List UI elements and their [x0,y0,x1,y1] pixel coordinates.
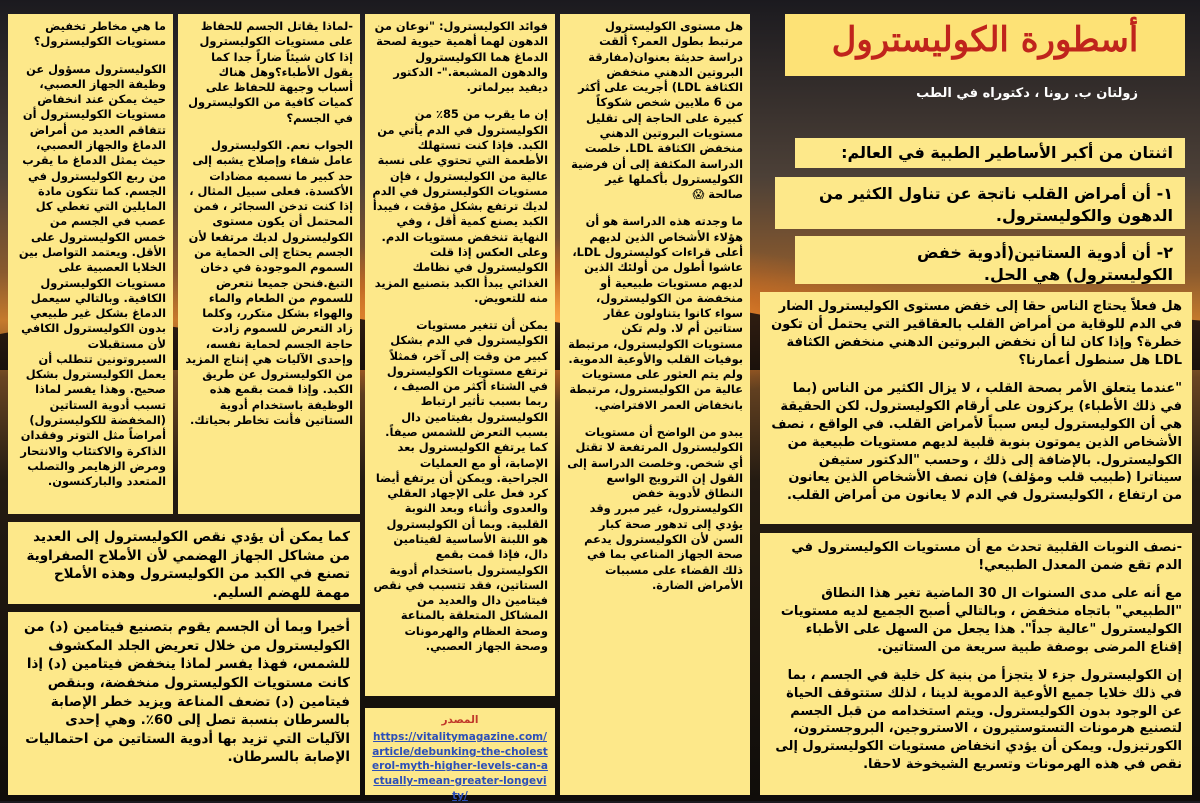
normal-range-heading: -نصف النوبات القلبية تحدث مع أن مستويات الكوليسترول في الدم تقع ضمن المعدل الطبيعي! [791,540,1182,573]
cell-structure-text: إن الكوليسترول جزء لا يتجزأ من بنية كل خلية في الجسم ، بما في ذلك خلايا جميع الأوعية الدموية لدينا ، لذلك ستتوقف الحياة عن الوجود بدون الكوليسترول. ويتم استخدامه من قبل الجسم لتصنيع هرمونات التستوستيرون ، الاستروجين، البروجسترون، الكورتيزول. ويمكن أن يؤدي انخفاض مستويات الكوليسترول إلى نقص في هذه الهرمونات وتسريع الشيخوخة لاحقا. [775,667,1182,773]
risks-answer: الكوليسترول مسؤول عن وظيفة الجهاز العصبي، حيث يمكن عند انخفاض مستويات الكوليسترول أن تتفاقم العديد من أمراض الدماغ والجهاز العصبي، حيث يمثل الدماغ ما يقرب من ربع الكوليسترول في الجسم. كما تتكون مادة المايلين التي تغطي كل عصب في الجسم من خمس الكوليسترول على الأقل. ويعتمد التواصل بين الخلايا العصبية على مستويات الكوليسترول الكافية. وبالتالي سيعمل الدماغ بشكل غير طبيعي بدون الكوليسترول الكافي لأن مستقبلات السيروتونين تتطلب أن يعمل الكوليسترول بشكل صحيح. وهذا يفسر لماذا تسبب أدوية الستاتين (المخفضة للكوليسترول) أمراضاً مثل التوتر وفقدان الذاكرة والاكتئاب والانتحار ومرض الزهايمر والتصلب المتعدد والباركنسون. [18,61,166,489]
longevity-conclusion: يبدو من الواضح أن مستويات الكوليسترول المرتفعة لا تقتل أي شخص. وخلصت الدراسة إلى القول إن الترويج الواسع النطاق لأدوية خفض الكوليسترول، غير مبرر وقد يؤدي إلى تدهور صحة كبار السن لأن الكوليسترول يدعم صحة الجهاز المناعي بما في ذلك القضاء على مسببات الأمراض الضارة. [567,425,743,592]
toxins-answer: الجواب نعم. الكوليسترول عامل شفاء وإصلاح يشبه إلى حد كبير ما نسميه مضادات الأكسدة. فعلى سبيل المثال ، إذا كنت تدخن السجائر ، فمن المحتمل أن يكون مستوى الكوليسترول لديك مرتفعا لأن الجسم يحتاج إلى الحماية من السموم الموجودة في دخان التبغ.فنحن جميعا نتعرض للسموم من الطعام والماء والهواء بشكل متكرر، وكلما زاد التعرض للسموم زادت حاجة الجسم لحماية نفسه، وإحدى الآليات هي إنتاج المزيد من الكوليسترول عن طريق الكبد. وإذا قمت بقمع هذه الوظيفة باستخدام أدوية الستاتين فأنت تخاطر بحياتك. [185,137,353,428]
risks-column [8,14,173,514]
normal-range-box [760,533,1192,795]
longevity-study: هل مستوى الكوليسترول مرتبط بطول العمر؟ ألقت دراسة حديثة بعنوان(مفارقة البروتين الدهني منخفض الكثافة LDL) أجريت على أكثر من 6 ملايين شخص شكوكاً كبيرة على الحاجة إلى تقليل مستويات البروتين الدهني منخفض الكثافة LDL. خلصت الدراسة المكثفة إلى أن فرضية الكوليسترول بأكملها غير صالحة 😱 [571,19,743,202]
liver-production: إن ما يقرب من 85٪ من الكوليسترول في الدم يأتي من الكبد. فإذا كنت تستهلك الأطعمة التي تحتوي على نسبة عالية من الكوليسترول ، فإن مستويات الكوليسترول في الدم لديك ترتفع بشكل مؤقت ، فيبدأ الكبد يصنع كمية أقل ، وفي النهاية تنخفض مستويات الدم. وعلى العكس إذا قلت الكوليسترول في نظامك الغذائي يبدأ الكبد بتصنيع المزيد منه للتعويض. [372,107,548,305]
myths-heading: اثنتان من أكبر الأساطير الطبية في العالم: [841,143,1173,162]
benefits-column [365,14,555,696]
toxins-column [178,14,360,514]
vitamin-d-box [8,612,360,795]
myth-item-2-text: ٢- أن أدوية الستاتين(أدوية خفض الكوليسترول) هي الحل. [917,243,1173,284]
source-box [365,708,555,802]
normal-range-text: مع أنه على مدى السنوات ال 30 الماضية تغير هذا النطاق "الطبيعي" باتجاه منخفض ، وبالتالي أصبح الجميع لديه مستويات الكوليسترول "عالية جداً". هذا يجعل من السهل على الأطباء إقناع المرضى بوصفة طبية سريعة من الستاتين. [780,585,1182,655]
longevity-findings: ما وجدته هذه الدراسة هو أن هؤلاء الأشخاص الذين لديهم أعلى قراءات كوليسترول LDL، عاشوا أطول من أولئك الذين لديهم مستويات طبيعية أو منخفضة من الكوليسترول، سواء كانوا يتناولون عقار ستاتين أم لا. ولم تكن مستويات الكوليسترول، مرتبطة بوفيات القلب والأوعية الدموية. ولم يتم العثور على مستويات عالية من الكوليسترول، مرتبطة بانخفاض العمر الافتراضي. [568,214,743,412]
toxins-question: -لماذا يقاتل الجسم للحفاظ على مستويات الكوليسترول إذا كان شيئاً ضاراً جدا كما يقول الأطباء؟وهل هناك أسباب وجيهة للحفاظ على كميات كافية من الكوليسترول في الجسم؟ [188,19,353,125]
page-title: أسطورة الكوليسترول [831,20,1139,60]
source-label: المصدر [441,714,479,726]
bile-salts-box [8,522,360,604]
myth-item-1-text: ١- أن أمراض القلب ناتجة عن تناول الكثير من الدهون والكوليسترول. [818,184,1173,225]
risks-question: ما هي مخاطر تخفيض مستويات الكوليسترول؟ [33,19,166,49]
myth-item-2 [795,236,1185,284]
levels-variation: يمكن أن تتغير مستويات الكوليسترول في الدم بشكل كبير من وقت إلى آخر، فمثلاً ترتفع مستويات الكوليسترول في الشتاء أكثر من الصيف ، ربما بسبب تأثير ارتباط الكوليسترول بفيتامين دال بسبب التعرض للشمس صيفاً. كما يرتفع الكوليسترول بعد الإصابة، أو مع العمليات الجراحية. ويمكن أن يرتفع أيضا كرد فعل على الإجهاد العقلي والعدوى وأثناء وبعد النوبة القلبية. وبما أن الكوليسترول هو اللبنة الأساسية لفيتامين دال، فإذا قمت بقمع الكوليسترول باستخدام أدوية الستاتين، فقد تتسبب في نقص فيتامين دال والعديد من المشاكل المتعلقة بالمناعة وصحة العظام والهرمونات وصحة الجهاز العصبي. [373,318,548,653]
myths-heading-box [795,138,1185,168]
heart-health-box [760,292,1192,524]
title-box [785,14,1185,76]
heart-quote: "عندما يتعلق الأمر بصحة القلب ، لا يزال الكثير من الناس (بما في ذلك الأطباء) يركزون على أرقام الكوليسترول. لكن الحقيقة هي أن الكوليسترول ليس سبباً لأمراض القلب. في الواقع ، نصف الأشخاص الذين يموتون بنوبة قلبية لديهم مستويات طبيعية من الكوليسترول. بالإضافة إلى ذلك ، وحسب "الدكتور ستيفن سيناترا (طبيب قلب ومؤلف) فإن نصف الأشخاص الذين يعانون من ارتفاع ، الكوليسترول في الدم لا يعانون من أمراض القلب. [771,380,1182,504]
benefits-quote: فوائد الكوليسترول: "نوعان من الدهون لهما أهمية حيوية لصحة الدماغ هما الكوليسترول والدهون المشبعة."- الدكتور ديفيد بيرلماتر. [374,19,548,95]
source-link[interactable]: https://vitalitymagazine.com/article/debunking-the-cholesterol-myth-higher-levels-can-actually-mean-greater-longevity/ [372,731,548,802]
myth-item-1 [775,177,1185,229]
heart-question: هل فعلاً يحتاج الناس حقا إلى خفض مستوى الكوليسترول الضار في الدم للوقاية من أمراض القلب بالعقاقير التي يحتمل أن تكون خطرة؟ وإذا كان لنا أن نخفض البروتين الدهني منخفض الكثافة LDL هل سنطول أعمارنا؟ [771,299,1182,368]
bile-salts-text: كما يمكن أن يؤدي نقص الكوليسترول إلى العديد من مشاكل الجهاز الهضمي لأن الأملاح الصفراوية تصنع في الكبد من الكوليسترول وهذه الأملاح مهمة للهضم السليم. [26,529,350,601]
vitamin-d-text: أخيرا وبما أن الجسم يقوم بتصنيع فيتامين (د) من الكوليسترول من خلال تعريض الجلد المكشوف للشمس، فهذا يفسر لماذا ينخفض فيتامين (د) إذا كانت مستويات الكوليسترول منخفضة، وبنقص فيتامين (د) تضعف المناعة ويزيد خطر الإصابة بالسرطان بنسبة تصل إلى 60٪. وهي إحدى الآليات التي تزيد بها أدوية الستاتين من احتماليات الإصابة بالسرطان. [24,619,350,766]
longevity-column [560,14,750,795]
author-line: زولتان ب. رونا ، دكتوراه في الطب [916,86,1138,101]
